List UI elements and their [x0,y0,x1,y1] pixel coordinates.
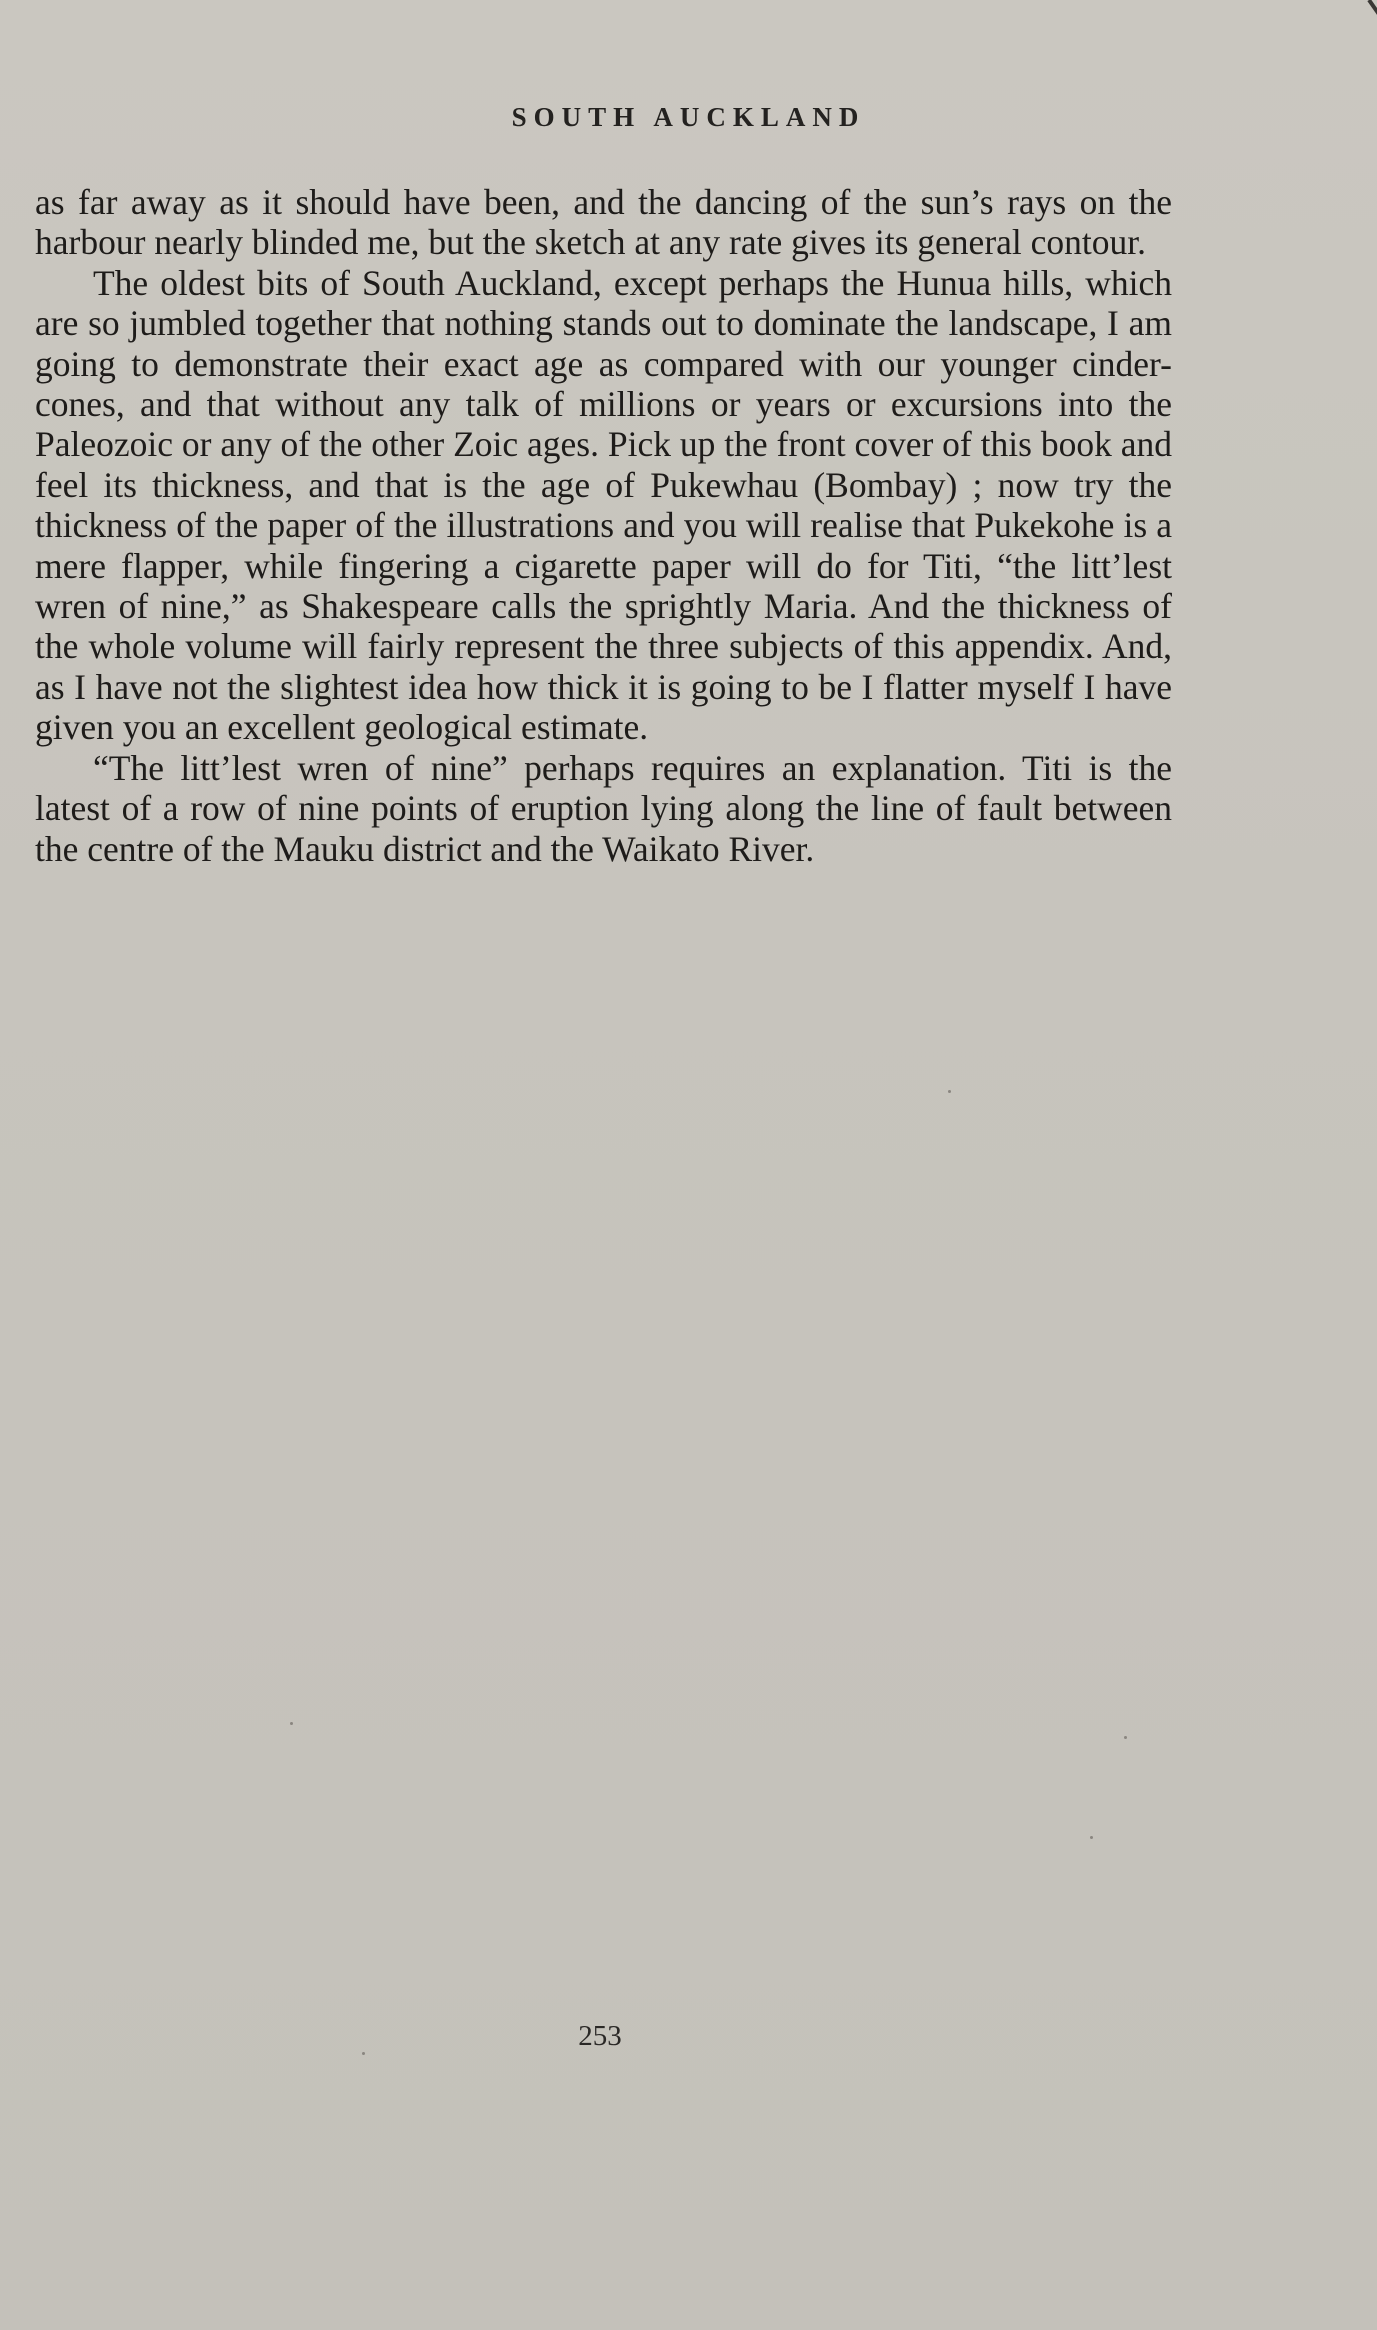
paragraph-continued: as far away as it should have been, and the dancing of the sun’s rays on the harbour nearly blinded me, but the sketch at any rate gives its general contour. [35,182,1172,263]
paper-speck [1124,1736,1127,1739]
paragraph: “The litt’lest wren of nine” perhaps requires an explanation. Titi is the latest of a row of nine points of eruption lying along the line of fault between the centre of the Mauku district and the Waikato River. [35,747,1172,869]
paper-speck [948,1090,951,1093]
page-number: 253 [578,2020,622,2052]
body-text [35,182,1172,869]
page-corner-mark [1367,0,1377,31]
paper-speck [1090,1836,1093,1839]
paragraph: The oldest bits of South Auckland, except perhaps the Hunua hills, which are so jumbled together that nothing stands out to dominate the landscape, I am going to demonstrate their exact age as compared with our younger cinder-cones, and that without any talk of millions or years or excursions into the Paleozoic or any of the other Zoic ages. Pick up the front cover of this book and feel its thickness, and that is the age of Pukewhau (Bombay) ; now try the thickness of the paper of the illustrations and you will realise that Pukekohe is a mere flapper, while fingering a cigarette paper will do for Titi, “the litt’lest wren of nine,” as Shakespeare calls the sprightly Maria. And the thickness of the whole volume will fairly represent the three subjects of this appendix. And, as I have not the slightest idea how thick it is going to be I flatter myself I have given you an excellent geological estimate. [35,262,1172,748]
running-head: SOUTH AUCKLAND [511,102,866,132]
paper-speck [290,1722,293,1725]
paper-speck [362,2052,365,2055]
